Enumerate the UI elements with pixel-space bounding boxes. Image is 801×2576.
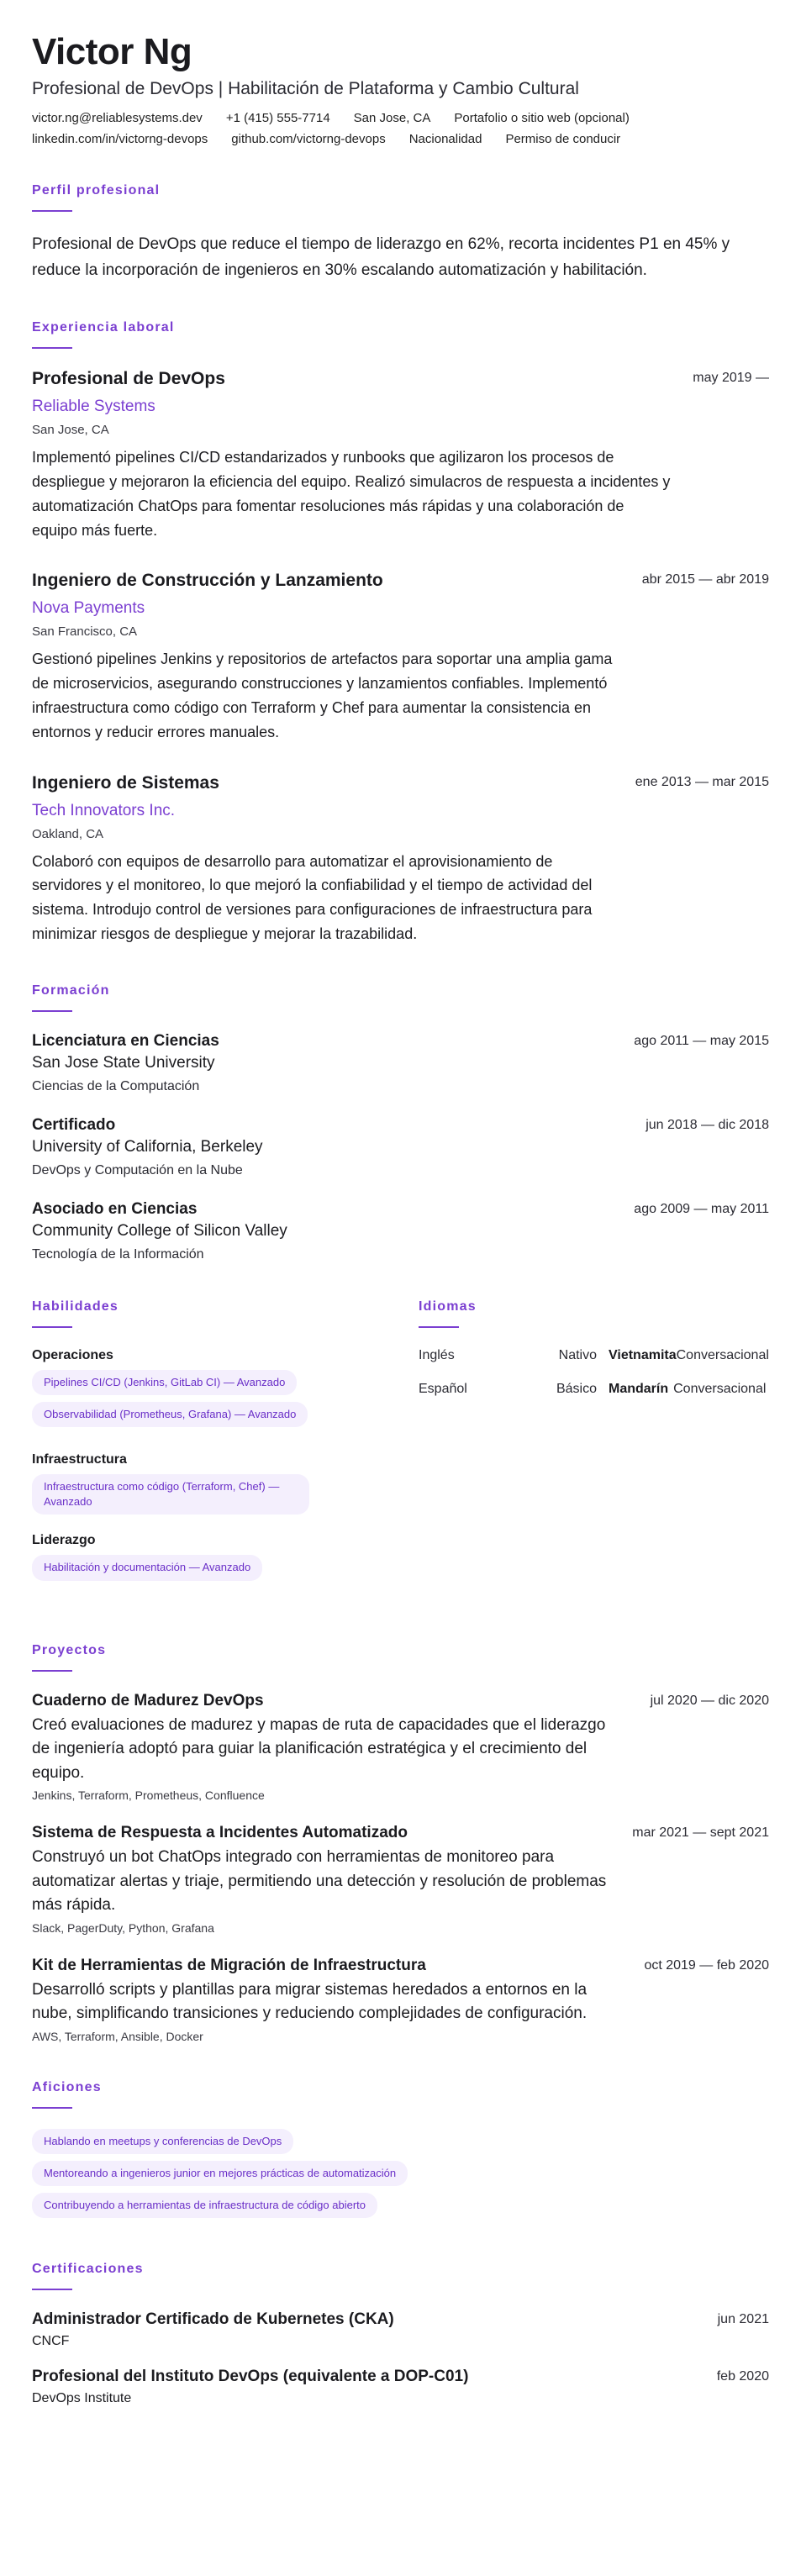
project-tech: Jenkins, Terraform, Prometheus, Confluence <box>32 1788 265 1803</box>
job-title: Ingeniero de Construcción y Lanzamiento <box>32 571 383 591</box>
section-divider <box>32 1010 72 1012</box>
job-company: Reliable Systems <box>32 398 155 416</box>
certifications-section <box>32 2262 769 2406</box>
project-tech: Slack, PagerDuty, Python, Grafana <box>32 1920 214 1935</box>
contact-portfolio[interactable]: Portafolio o sitio web (opcional) <box>454 111 630 126</box>
skill-chip: Pipelines CI/CD (Jenkins, GitLab CI) — Avanzado <box>32 1370 297 1395</box>
skills-languages-row <box>32 1299 769 1606</box>
profile-summary: Profesional de DevOps que reduce el tiempo de liderazgo en 62%, recorta incidentes P1 en 45% y reduce la incorporación de ingenieros en 30% escalando automatización y habilitación. <box>32 235 730 279</box>
skill-chip: Observabilidad (Prometheus, Grafana) — Avanzado <box>32 1402 308 1427</box>
project-description: Construyó un bot ChatOps integrado con herramientas de monitoreo para automatizar alertas y triaje, permitiendo una detección y resolución de problemas más rápida. <box>32 1848 607 1915</box>
education-entry <box>32 1200 769 1262</box>
education-field: DevOps y Computación en la Nube <box>32 1162 243 1177</box>
job-dates: ene 2013 — mar 2015 <box>635 774 769 789</box>
section-title: Perfil profesional <box>32 183 161 198</box>
job-location: San Jose, CA <box>32 423 109 438</box>
education-dates: ago 2009 — may 2011 <box>634 1201 769 1216</box>
project-entry <box>32 1692 769 1803</box>
section-divider <box>32 1326 72 1328</box>
project-entry <box>32 1957 769 2043</box>
job-entry <box>32 773 769 946</box>
project-title: Cuaderno de Madurez DevOps <box>32 1691 264 1709</box>
section-title: Habilidades <box>32 1299 119 1314</box>
hobbies-section <box>32 2080 769 2226</box>
job-dates: abr 2015 — abr 2019 <box>641 572 769 587</box>
language-name: Español <box>419 1381 467 1396</box>
skills-section <box>32 1299 385 1606</box>
skill-group-title: Infraestructura <box>32 1452 127 1467</box>
job-company: Nova Payments <box>32 599 145 618</box>
certification-name: Profesional del Instituto DevOps (equivalente a DOP-C01) <box>32 2368 469 2386</box>
education-school: San Jose State University <box>32 1053 215 1072</box>
job-entry <box>32 369 769 542</box>
job-title: Ingeniero de Sistemas <box>32 772 219 793</box>
job-dates: may 2019 — <box>693 371 769 386</box>
education-entry <box>32 1116 769 1178</box>
skill-group <box>32 1533 385 1587</box>
profile-section <box>32 183 769 283</box>
project-entry <box>32 1824 769 1935</box>
education-school: Community College of Silicon Valley <box>32 1221 287 1240</box>
certification-entry <box>32 2368 769 2406</box>
language-level: Conversacional <box>673 1381 767 1396</box>
project-description: Desarrolló scripts y plantillas para migrar sistemas heredados a entornos en la nube, simplificando transiciones y reduciendo complejidades de configuración. <box>32 1980 588 2023</box>
section-divider <box>32 210 72 212</box>
education-degree: Asociado en Ciencias <box>32 1199 198 1218</box>
project-title: Sistema de Respuesta a Incidentes Automatizado <box>32 1824 408 1842</box>
section-divider <box>32 1670 72 1672</box>
education-entry <box>32 1032 769 1094</box>
certification-name: Administrador Certificado de Kubernetes (CKA) <box>32 2310 394 2329</box>
skill-chip: Habilitación y documentación — Avanzado <box>32 1555 262 1580</box>
skill-group-title: Liderazgo <box>32 1533 96 1548</box>
language-level: Nativo <box>558 1347 597 1362</box>
section-title: Proyectos <box>32 1642 107 1657</box>
job-description: Implementó pipelines CI/CD estandarizados y runbooks que agilizaron los procesos de despliegue y mejoraron la eficiencia del equipo. Realizó simulacros de respuesta a incidentes y automatización ChatOps para fomentar resoluciones más rápidas y una colaboración de equipo más fuerte. <box>32 449 671 539</box>
hobby-list <box>32 2129 769 2226</box>
skill-chip: Infraestructura como código (Terraform, Chef) — Avanzado <box>32 1474 309 1515</box>
section-title: Idiomas <box>419 1299 477 1314</box>
education-school: University of California, Berkeley <box>32 1137 263 1156</box>
job-location: San Francisco, CA <box>32 624 138 640</box>
education-section <box>32 983 769 1262</box>
job-description: Colaboró con equipos de desarrollo para automatizar el aprovisionamiento de servidores y el monitoreo, lo que mejoró la confiabilidad y el tiempo de actividad del sistema. Introdujo control de versiones para configuraciones de infraestructura para minimizar riesgos de despliegue y mejorar la trazabilidad. <box>32 852 593 942</box>
certification-date: feb 2020 <box>716 2369 769 2384</box>
section-title: Formación <box>32 982 110 998</box>
projects-section <box>32 1643 769 2043</box>
certification-entry <box>32 2310 769 2349</box>
job-location: Oakland, CA <box>32 826 104 841</box>
project-title: Kit de Herramientas de Migración de Infraestructura <box>32 1956 426 1974</box>
contact-linkedin[interactable]: linkedin.com/in/victorng-devops <box>32 132 208 147</box>
contact-phone[interactable]: +1 (415) 555-7714 <box>225 111 330 126</box>
skill-group-title: Operaciones <box>32 1347 113 1362</box>
job-entry <box>32 571 769 744</box>
contact-email[interactable]: victor.ng@reliablesystems.dev <box>32 111 203 126</box>
education-field: Tecnología de la Información <box>32 1246 204 1262</box>
certification-issuer: CNCF <box>32 2334 70 2349</box>
project-description: Creó evaluaciones de madurez y mapas de ruta de capacidades que el liderazgo de ingeniería adoptó para guiar la planificación estratégica y el crecimiento del equipo. <box>32 1715 606 1782</box>
resume-header <box>32 32 769 146</box>
contact-info <box>32 111 769 146</box>
contact-github[interactable]: github.com/victorng-devops <box>231 132 386 147</box>
section-divider <box>32 2107 72 2109</box>
job-description: Gestionó pipelines Jenkins y repositorios de artefactos para soportar una amplia gama de microservicios, asegurando construcciones y lanzamientos confiables. Implementó infraestructura como código con Terraform y Chef para aumentar la consistencia en entornos y reducir errores manuales. <box>32 651 613 740</box>
certification-issuer: DevOps Institute <box>32 2391 132 2406</box>
education-degree: Certificado <box>32 1115 116 1134</box>
hobby-chip: Contribuyendo a herramientas de infraestructura de código abierto <box>32 2193 377 2218</box>
section-divider <box>32 2289 72 2290</box>
project-dates: jul 2020 — dic 2020 <box>650 1693 769 1708</box>
education-dates: jun 2018 — dic 2018 <box>646 1117 769 1132</box>
language-name: Vietnamita <box>609 1347 677 1362</box>
project-dates: oct 2019 — feb 2020 <box>644 1957 769 1973</box>
section-title: Experiencia laboral <box>32 320 175 335</box>
section-title: Certificaciones <box>32 2262 144 2277</box>
education-dates: ago 2011 — may 2015 <box>634 1033 769 1048</box>
language-row <box>419 1348 769 1363</box>
language-row <box>419 1382 769 1397</box>
languages-section <box>419 1299 769 1606</box>
section-divider <box>419 1326 459 1328</box>
job-title: Profesional de DevOps <box>32 369 225 389</box>
skill-group <box>32 1452 385 1515</box>
education-degree: Licenciatura en Ciencias <box>32 1031 219 1050</box>
contact-nationality: Nacionalidad <box>408 132 482 147</box>
education-field: Ciencias de la Computación <box>32 1078 200 1093</box>
job-company: Tech Innovators Inc. <box>32 801 176 819</box>
skill-group <box>32 1348 385 1434</box>
candidate-name: Victor Ng <box>32 31 192 72</box>
certification-date: jun 2021 <box>717 2312 769 2327</box>
language-name: Mandarín <box>609 1381 669 1396</box>
project-dates: mar 2021 — sept 2021 <box>632 1825 769 1841</box>
language-name: Inglés <box>419 1347 455 1362</box>
candidate-headline: Profesional de DevOps | Habilitación de Plataforma y Cambio Cultural <box>32 79 579 99</box>
project-tech: AWS, Terraform, Ansible, Docker <box>32 2029 203 2043</box>
experience-section <box>32 320 769 946</box>
section-divider <box>32 347 72 349</box>
hobby-chip: Hablando en meetups y conferencias de DevOps <box>32 2129 293 2154</box>
section-title: Aficiones <box>32 2079 102 2094</box>
contact-location: San Jose, CA <box>353 111 431 126</box>
contact-license: Permiso de conducir <box>505 132 621 147</box>
language-level: Básico <box>556 1381 597 1396</box>
language-level: Conversacional <box>676 1347 769 1362</box>
hobby-chip: Mentoreando a ingenieros junior en mejores prácticas de automatización <box>32 2161 408 2186</box>
